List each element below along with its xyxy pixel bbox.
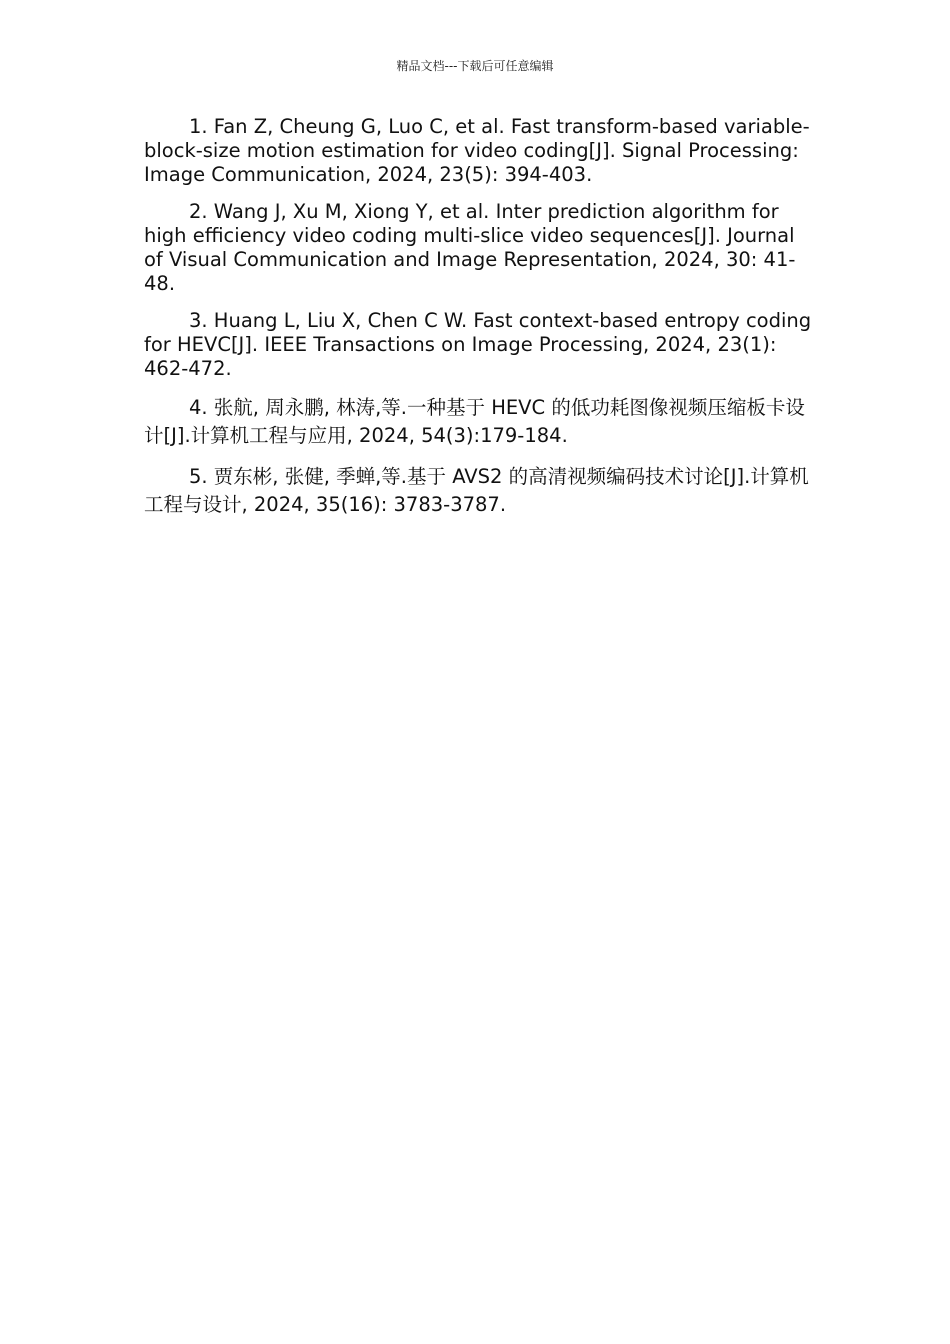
reference-item-3: 3. Huang L, Liu X, Chen C W. Fast context-based entropy coding for HEVC[J]. IEEE Transactions on Image Processing, 2024, 23(1): 462-472. — [144, 309, 812, 380]
reference-item-4: 4. 张航, 周永鹏, 林涛,等.一种基于 HEVC 的低功耗图像视频压缩板卡设计[J].计算机工程与应用, 2024, 54(3):179-184. — [144, 396, 805, 447]
reference-item-2: 2. Wang J, Xu M, Xiong Y, et al. Inter prediction algorithm for high efficiency video coding multi-slice video sequences[J]. Journal of Visual Communication and Image Representation, 2024, 30: 41-48. — [144, 200, 796, 295]
reference-item-5: 5. 贾东彬, 张健, 季蝉,等.基于 AVS2 的高清视频编码技术讨论[J].计算机工程与设计, 2024, 35(16): 3783-3787. — [144, 465, 809, 516]
reference-item-1: 1. Fan Z, Cheung G, Luo C, et al. Fast transform-based variable-block-size motion estimation for video coding[J]. Signal Processing: Image Communication, 2024, 23(5): 394-403. — [144, 115, 810, 186]
page-header: 精品文档---下载后可任意编辑 — [396, 59, 554, 73]
reference-list — [144, 115, 816, 532]
